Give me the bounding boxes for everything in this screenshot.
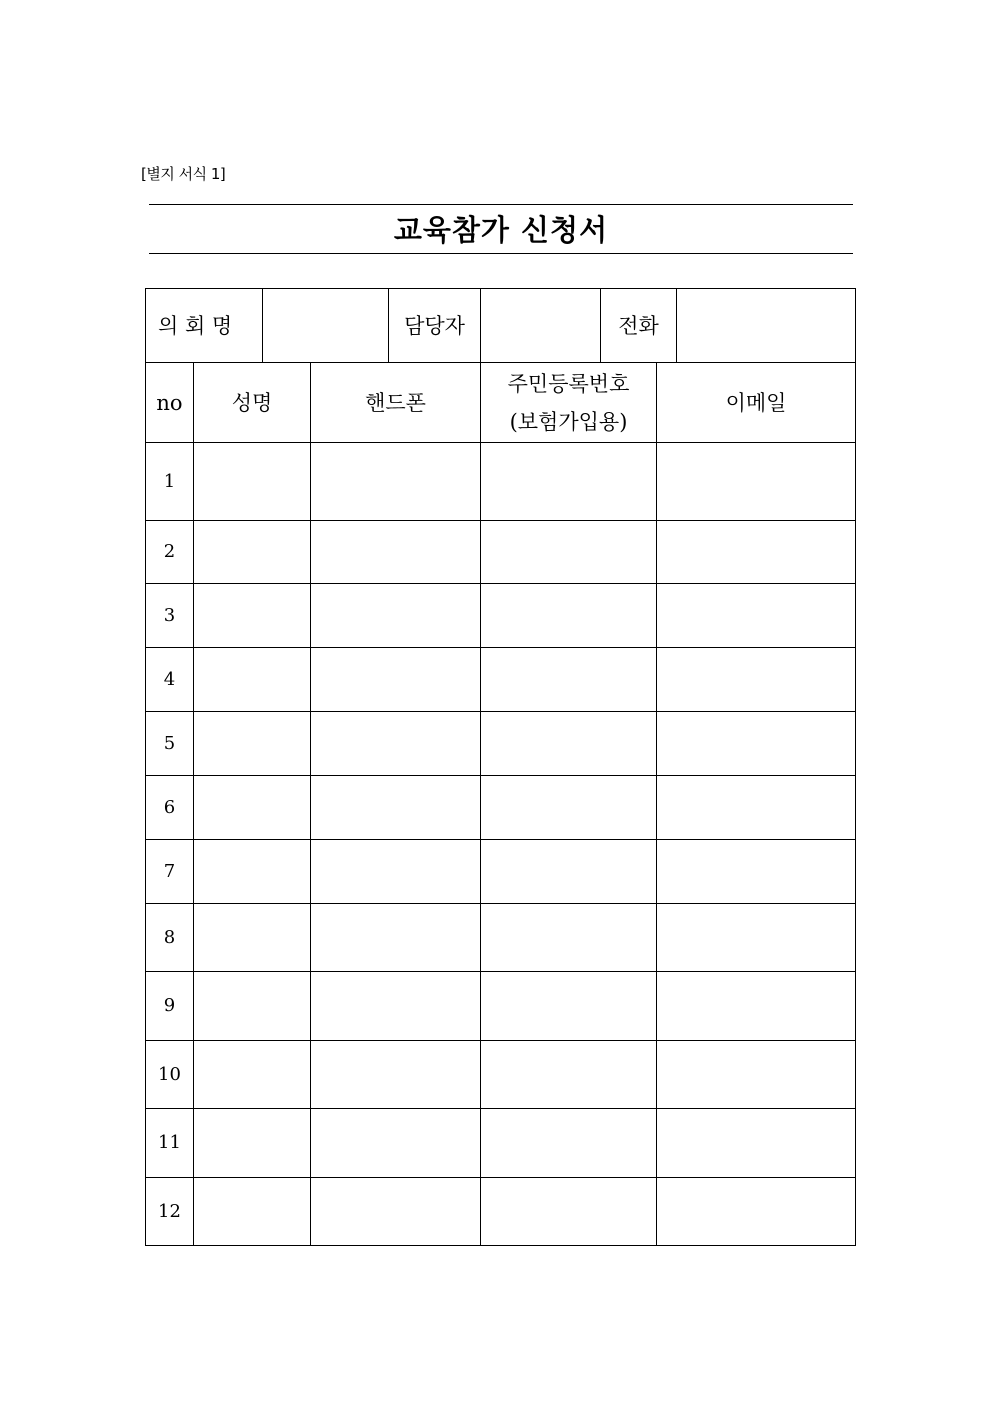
row-number [145,1177,194,1246]
name-field[interactable] [193,647,311,712]
row-number [145,1040,194,1109]
row-number [145,775,194,840]
header-no-text: no [156,390,183,415]
email-field[interactable] [656,520,856,584]
phone-field[interactable] [310,971,481,1041]
phone-field[interactable] [310,903,481,972]
name-field[interactable] [193,1177,311,1246]
name-field[interactable] [193,1040,311,1109]
email-field[interactable] [656,1177,856,1246]
manager-label-text: 담당자 [404,313,465,338]
phone-field[interactable] [310,1108,481,1178]
header-resident-number [480,362,657,443]
email-field[interactable] [656,711,856,776]
row-number [145,1108,194,1178]
name-field[interactable] [193,903,311,972]
row-number-text: 4 [163,668,176,690]
email-field[interactable] [656,583,856,648]
phone-field[interactable] [310,583,481,648]
row-number [145,711,194,776]
name-field[interactable] [193,520,311,584]
resident-number-field[interactable] [480,442,657,521]
resident-number-field[interactable] [480,520,657,584]
header-name-text: 성명 [231,390,273,415]
resident-number-field[interactable] [480,583,657,648]
phone-field[interactable] [310,711,481,776]
council-label-text: 의 회 명 [158,313,233,338]
row-number-text: 2 [163,541,176,562]
row-number [145,647,194,712]
header-name [193,362,311,443]
phone-field[interactable] [310,442,481,521]
row-number-text: 7 [163,860,176,882]
row-number [145,520,194,584]
email-field[interactable] [656,1108,856,1178]
email-field[interactable] [656,971,856,1041]
row-number-text: 12 [158,1200,181,1222]
page-title: 교육참가 신청서 [393,213,609,247]
header-no [145,362,194,443]
resident-number-field[interactable] [480,711,657,776]
row-number [145,903,194,972]
email-field[interactable] [656,903,856,972]
header-resident-number-text: 주민등록번호 (보험가입용) [507,371,630,434]
name-field[interactable] [193,442,311,521]
header-email [656,362,856,443]
resident-number-field[interactable] [480,1177,657,1246]
council-label [145,288,263,363]
manager-value-field[interactable] [480,288,601,363]
resident-number-field[interactable] [480,971,657,1041]
row-number-text: 1 [163,470,176,492]
name-field[interactable] [193,711,311,776]
header-phone [310,362,481,443]
email-field[interactable] [656,839,856,904]
resident-number-field[interactable] [480,839,657,904]
title-bottom-rule [149,253,853,254]
header-email-text: 이메일 [725,390,787,415]
resident-number-field[interactable] [480,1108,657,1178]
name-field[interactable] [193,971,311,1041]
name-field[interactable] [193,839,311,904]
resident-number-field[interactable] [480,1040,657,1109]
name-field[interactable] [193,583,311,648]
email-field[interactable] [656,647,856,712]
resident-number-field[interactable] [480,775,657,840]
row-number-text: 5 [163,732,176,754]
phone-field[interactable] [310,647,481,712]
council-value-field[interactable] [262,288,389,363]
row-number [145,839,194,904]
phone-field[interactable] [310,1177,481,1246]
row-number-text: 10 [158,1063,181,1085]
title-top-rule [149,204,853,205]
phone-label [600,288,677,363]
row-number-text: 8 [163,926,176,948]
header-phone-text: 핸드폰 [365,390,426,415]
row-number [145,583,194,648]
email-field[interactable] [656,1040,856,1109]
row-number [145,971,194,1041]
row-number-text: 3 [163,604,176,626]
email-field[interactable] [656,775,856,840]
phone-value-field[interactable] [676,288,856,363]
row-number-text: 6 [163,796,176,818]
row-number-text: 11 [158,1132,181,1153]
row-number-text: 9 [163,995,176,1016]
phone-field[interactable] [310,520,481,584]
manager-label [388,288,481,363]
name-field[interactable] [193,1108,311,1178]
phone-field[interactable] [310,1040,481,1109]
email-field[interactable] [656,442,856,521]
phone-label-text: 전화 [618,313,659,338]
resident-number-field[interactable] [480,903,657,972]
form-label: [별지 서식 1] [141,165,226,183]
row-number [145,442,194,521]
name-field[interactable] [193,775,311,840]
phone-field[interactable] [310,775,481,840]
phone-field[interactable] [310,839,481,904]
resident-number-field[interactable] [480,647,657,712]
